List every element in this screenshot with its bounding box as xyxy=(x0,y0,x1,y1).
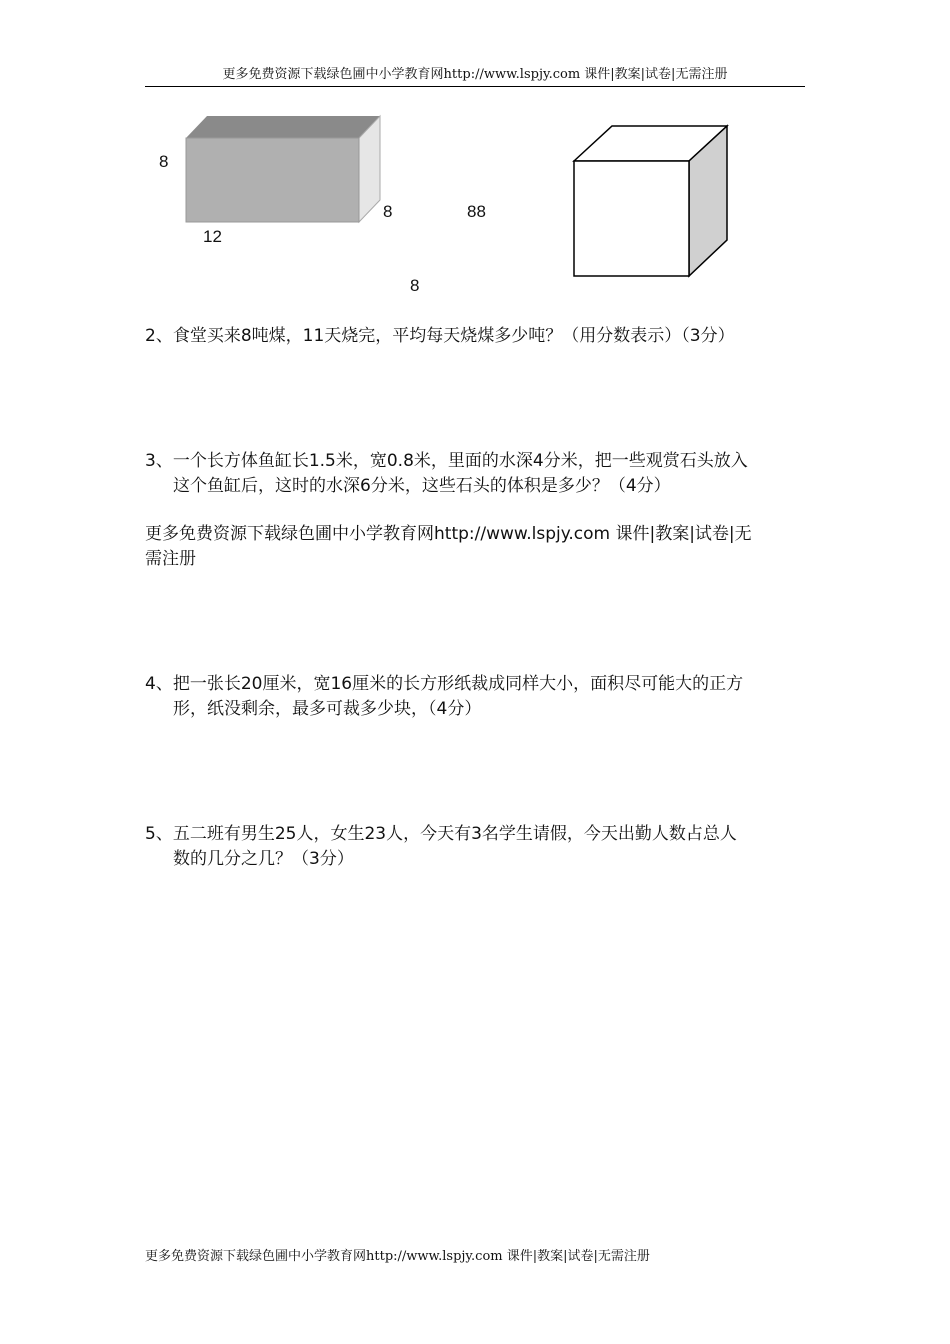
cube-left-label: 88 xyxy=(467,202,486,221)
cube-figure xyxy=(574,126,727,276)
footer-text: 更多免费资源下载绿色圃中小学教育网http://www.lspjy.com 课件|教案|试卷|无需注册 xyxy=(145,1249,650,1264)
cuboid-depth-label: 8 xyxy=(383,202,393,221)
resource-notice-line1: 更多免费资源下载绿色圃中小学教育网http://www.lspjy.com 课件|教案|试卷|无 xyxy=(145,524,752,544)
question-5 xyxy=(145,822,810,872)
question-3-line1: 3、一个长方体鱼缸长1.5米，宽0.8米，里面的水深4分米，把一些观赏石头放入 xyxy=(145,451,748,471)
page-footer xyxy=(145,1248,650,1266)
resource-notice xyxy=(145,522,810,572)
question-4 xyxy=(145,672,810,722)
cuboid-length-label: 12 xyxy=(203,227,222,246)
cube-bottom-label: 8 xyxy=(410,276,420,295)
cuboid-front-face xyxy=(186,138,359,222)
resource-notice-line2: 需注册 xyxy=(145,549,196,569)
question-2 xyxy=(145,324,810,349)
cuboid-height-label: 8 xyxy=(159,152,169,171)
header-text: 更多免费资源下载绿色圃中小学教育网http://www.lspjy.com 课件|教案|试卷|无需注册 xyxy=(222,67,728,82)
cube-front-face xyxy=(574,161,689,276)
question-5-line1: 5、五二班有男生25人，女生23人，今天有3名学生请假，今天出勤人数占总人 xyxy=(145,824,737,844)
cuboid-figure xyxy=(186,116,380,222)
question-3 xyxy=(145,449,810,499)
question-5-line2: 数的几分之几？（3分） xyxy=(173,849,354,869)
cuboid-top-face xyxy=(186,116,380,138)
geometry-figures xyxy=(0,0,950,310)
question-4-line1: 4、把一张长20厘米，宽16厘米的长方形纸裁成同样大小，面积尽可能大的正方 xyxy=(145,674,744,694)
question-4-line2: 形，纸没剩余，最多可裁多少块，（4分） xyxy=(173,699,482,719)
question-2-text: 2、食堂买来8吨煤，11天烧完，平均每天烧煤多少吨？（用分数表示）（3分） xyxy=(145,326,735,346)
question-3-line2: 这个鱼缸后，这时的水深6分米，这些石头的体积是多少？（4分） xyxy=(173,476,671,496)
